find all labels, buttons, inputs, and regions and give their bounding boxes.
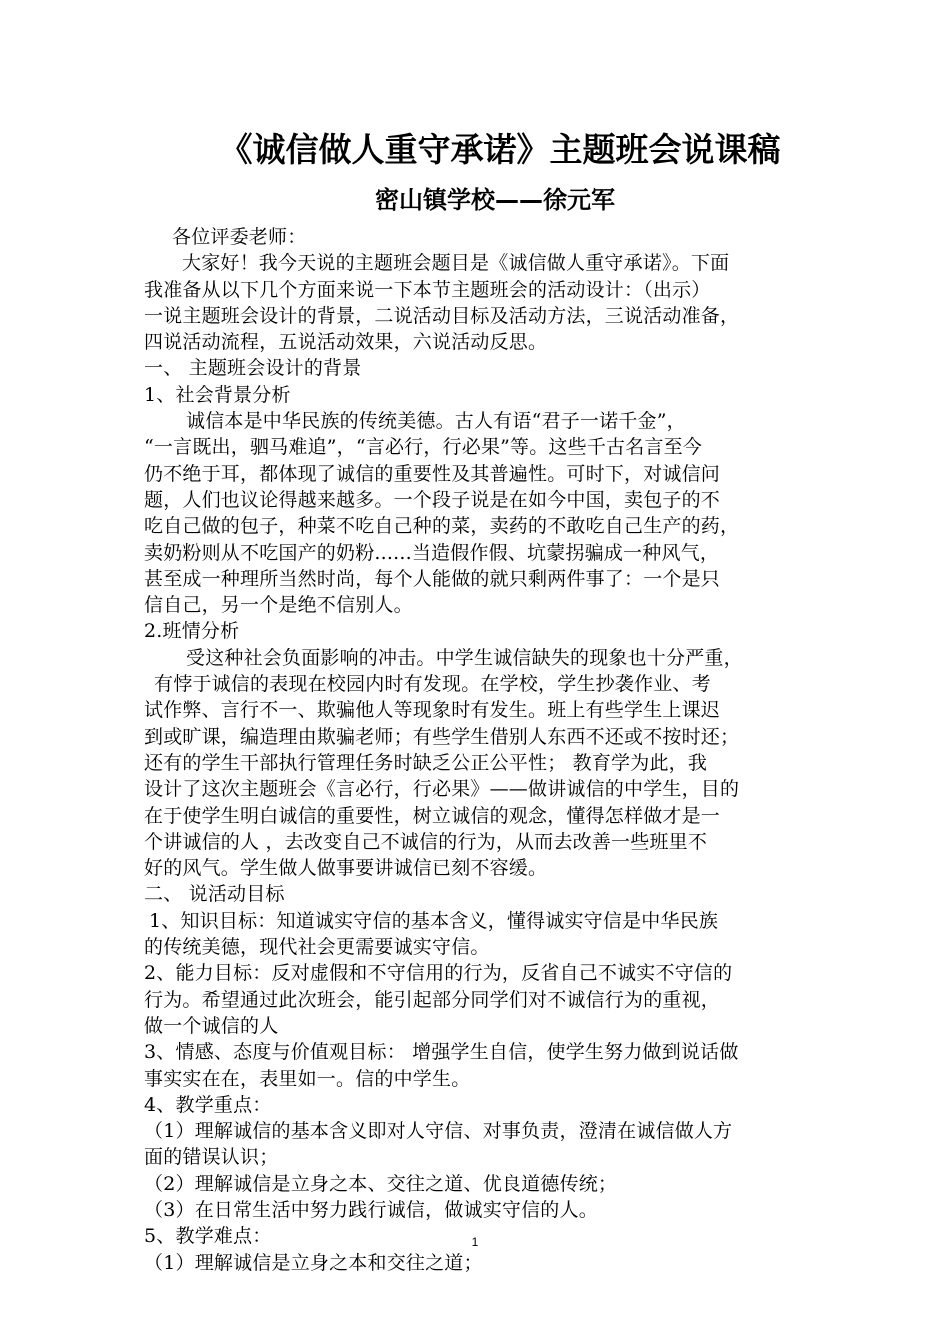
subsection-heading: 4、教学重点： bbox=[144, 1093, 272, 1116]
list-item: （1）理解诚信的基本含义即对人守信、对事负责，澄清在诚信做人方 bbox=[144, 1120, 733, 1143]
list-item: （1）理解诚信是立身之本和交往之道； bbox=[144, 1251, 483, 1274]
list-item: （2）理解诚信是立身之本、交往之道、优良道德传统； bbox=[144, 1172, 618, 1195]
section-heading: 二、 说活动目标 bbox=[144, 883, 285, 906]
document-title: 《诚信做人重守承诺》主题班会说课稿 bbox=[219, 130, 781, 169]
paragraph-line: 试作弊、言行不一、欺骗他人等现象时有发生。班上有些学生上课迟 bbox=[144, 699, 721, 722]
paragraph-line: “一言既出，驷马难追”，“言必行，行必果”等。这些千古名言至今 bbox=[144, 436, 703, 459]
paragraph-line: 四说活动流程，五说活动效果，六说活动反思。 bbox=[144, 331, 548, 354]
subsection-heading: 1、社会背景分析 bbox=[144, 383, 291, 406]
list-item: 面的错误认识； bbox=[144, 1146, 279, 1169]
paragraph-line: 大家好！我今天说的主题班会题目是《诚信做人重守承诺》。下面 bbox=[182, 252, 730, 275]
paragraph-line: 诚信本是中华民族的传统美德。古人有语“君子一诺千金”， bbox=[186, 410, 686, 433]
paragraph-line: 的传统美德，现代社会更需要诚实守信。 bbox=[144, 936, 490, 959]
paragraph-line: 3、情感、态度与价值观目标： 增强学生自信，使学生努力做到说话做 bbox=[144, 1041, 739, 1064]
paragraph-line: 卖奶粉则从不吃国产的奶粉......当造假作假、坑蒙拐骗成一种风气， bbox=[144, 541, 720, 564]
paragraph-line: 还有的学生干部执行管理任务时缺乏公正公平性； 教育学为此，我 bbox=[144, 751, 708, 774]
paragraph-line: 仍不绝于耳，都体现了诚信的重要性及其普遍性。可时下，对诚信问 bbox=[144, 462, 721, 485]
paragraph-line: 题，人们也议论得越来越多。一个段子说是在如今中国，卖包子的不 bbox=[144, 488, 721, 511]
document-author: 密山镇学校——徐元军 bbox=[375, 186, 615, 214]
paragraph-line: 在于使学生明白诚信的重要性，树立诚信的观念，懂得怎样做才是一 bbox=[144, 804, 721, 827]
paragraph-line: 甚至成一种理所当然时尚，每个人能做的就只剩两件事了：一个是只 bbox=[144, 567, 721, 590]
document-body bbox=[144, 224, 814, 1276]
paragraph-line: 一说主题班会设计的背景，二说活动目标及活动方法，三说活动准备， bbox=[144, 304, 740, 327]
paragraph-line: 吃自己做的包子，种菜不吃自己种的菜，卖药的不敢吃自己生产的药， bbox=[144, 515, 740, 538]
subsection-heading: 5、教学难点： bbox=[144, 1225, 272, 1248]
paragraph-line: 2、能力目标：反对虚假和不守信用的行为，反省自己不诚实不守信的 bbox=[144, 962, 733, 985]
paragraph-line: 受这种社会负面影响的冲击。中学生诚信缺失的现象也十分严重， bbox=[186, 646, 743, 669]
paragraph-line: 我准备从以下几个方面来说一下本节主题班会的活动设计：（出示） bbox=[144, 278, 711, 301]
paragraph-line: 好的风气。学生做人做事要讲诚信已刻不容缓。 bbox=[144, 857, 548, 880]
page-number: 1 bbox=[471, 1235, 479, 1249]
paragraph-line: 事实实在在，表里如一。信的中学生。 bbox=[144, 1067, 471, 1090]
section-heading: 一、 主题班会设计的背景 bbox=[144, 357, 362, 380]
paragraph-line: 到或旷课，编造理由欺骗老师；有些学生借别人东西不还或不按时还； bbox=[144, 725, 740, 748]
paragraph-line: 有悖于诚信的表现在校园内时有发现。在学校，学生抄袭作业、考 bbox=[154, 673, 711, 696]
paragraph-line: 设计了这次主题班会《言必行，行必果》——做讲诚信的中学生，目的 bbox=[144, 778, 740, 801]
salutation: 各位评委老师： bbox=[172, 226, 307, 248]
paragraph-line: 行为。希望通过此次班会，能引起部分同学们对不诚信行为的重视， bbox=[144, 988, 721, 1011]
paragraph-line: 1、知识目标：知道诚实守信的基本含义，懂得诚实守信是中华民族 bbox=[149, 909, 719, 932]
list-item: （3）在日常生活中努力践行诚信，做诚实守信的人。 bbox=[144, 1198, 598, 1221]
paragraph-line: 信自己，另一个是绝不信别人。 bbox=[144, 594, 413, 617]
paragraph-line: 做一个诚信的人 bbox=[144, 1014, 279, 1037]
subsection-heading: 2.班情分析 bbox=[144, 620, 240, 643]
paragraph-line: 个讲诚信的人 ，去改变自己不诚信的行为，从而去改善一些班里不 bbox=[144, 830, 708, 853]
